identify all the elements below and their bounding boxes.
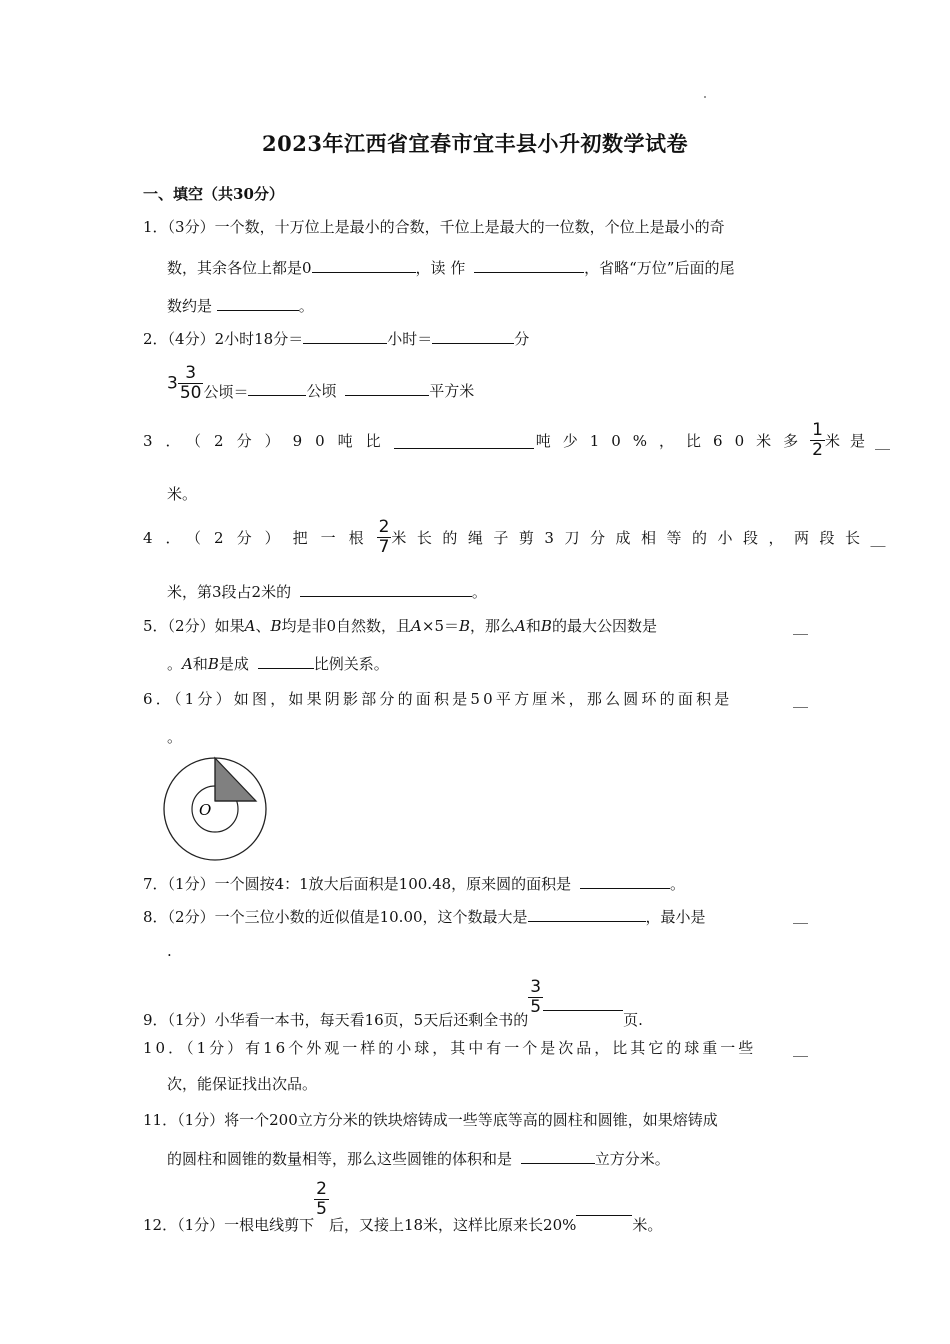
page-title: 2023年江西省宜春市宜丰县小升初数学试卷 xyxy=(262,131,688,156)
q6-line2: 。 xyxy=(167,728,183,746)
q1-line1 xyxy=(143,217,808,237)
q12-blank-length[interactable] xyxy=(576,1199,632,1216)
q7-blank-area[interactable] xyxy=(580,872,670,889)
q1-text: 1．（3分）一个数，十万位上是最小的合数，千位上是最大的一位数，个位上是最小的奇 xyxy=(143,218,725,236)
q1-blank-approx[interactable] xyxy=(217,294,299,311)
center-label-o: O xyxy=(199,801,212,819)
q9-fraction: $\frac{3}{5}$ xyxy=(530,977,542,1017)
q2-blank-hectare[interactable] xyxy=(248,379,306,396)
q2-blank-hours[interactable] xyxy=(303,327,387,344)
q12-line: 12．（1分）一根电线剪下 $\frac{2}{5}$ 后，又接上18米，这样比原来长20% 米。 xyxy=(143,1179,663,1234)
q5-blank-gcd[interactable]: __ xyxy=(793,617,808,635)
q4-blank-fraction[interactable] xyxy=(300,580,472,597)
q3-blank-tons[interactable] xyxy=(394,432,534,449)
q1-blank-number[interactable] xyxy=(312,256,416,273)
q1-line2: 数，其余各位上都是0 ，读 作 ，省略“万位”后面的尾 xyxy=(167,256,734,278)
q10-blank-times[interactable]: __ xyxy=(793,1039,808,1057)
q10-line2: 次，能保证找出次品。 xyxy=(167,1075,318,1093)
q2-line1: 2．（4分）2小时18分＝ 小时＝ 分 xyxy=(143,327,529,349)
q2-fraction: $\frac{3}{50}$ xyxy=(179,363,202,403)
q6-blank-area[interactable]: __ xyxy=(793,690,808,708)
shaded-triangle xyxy=(215,758,256,801)
ring-figure xyxy=(161,755,271,865)
section-heading: 一、填空（共30分） xyxy=(143,185,284,203)
q3-line1: 3．（2分）90吨比 吨少10%，比60米多 $\frac{1}{2}$ 米是 __ xyxy=(143,420,890,460)
q1-blank-reading[interactable] xyxy=(474,256,584,273)
q11-line1: 11．（1分）将一个200立方分米的铁块熔铸成一些等底等高的圆柱和圆锥，如果熔铸成 xyxy=(143,1111,718,1129)
q8-blank-min[interactable]: __ xyxy=(793,906,808,924)
q5-line2: 。A和B是成 比例关系。 xyxy=(167,652,389,674)
q12-fraction: $\frac{2}{5}$ xyxy=(316,1179,327,1219)
q2-line2: 3 $\frac{3}{50}$ 公顷＝ 公顷 平方米 xyxy=(167,363,475,403)
q8-line2: . xyxy=(167,942,172,960)
page-speck xyxy=(704,96,706,98)
q5-line1: 5．（2分）如果A、B均是非0自然数，且A×5＝B，那么A和B的最大公因数是 __ xyxy=(143,617,808,635)
q7-line: 7．（1分）一个圆按4：1放大后面积是100.48，原来圆的面积是 。 xyxy=(143,872,685,894)
q3-fraction: $\frac{1}{2}$ xyxy=(812,420,823,460)
q3-line2: 米。 xyxy=(167,485,198,503)
q3-blank-meters[interactable]: __ xyxy=(874,431,890,450)
q9-blank-pages[interactable] xyxy=(543,994,623,1011)
q4-fraction: $\frac{2}{7}$ xyxy=(378,517,390,557)
q8-blank-max[interactable] xyxy=(528,905,646,922)
q9-line: 9．（1分）小华看一本书，每天看16页，5天后还剩全书的 $\frac{3}{5}$ 页. xyxy=(143,977,643,1029)
q5-blank-proportion[interactable] xyxy=(258,652,314,669)
q1-line3: 数约是 。 xyxy=(167,294,314,316)
q6-line1: 6．（1分）如图，如果阴影部分的面积是50平方厘米，那么圆环的面积是 __ xyxy=(143,690,808,708)
q11-line2: 的圆柱和圆锥的数量相等，那么这些圆锥的体积和是 立方分米。 xyxy=(167,1147,670,1169)
q2-mixed-whole: 3 xyxy=(167,373,178,394)
q10-line1: 10．（1分）有16个外观一样的小球，其中有一个是次品，比其它的球重一些 __ xyxy=(143,1039,808,1057)
q8-line1: 8．（2分）一个三位小数的近似值是10.00，这个数最大是 ，最小是 __ xyxy=(143,906,808,926)
q4-blank-length[interactable]: __ xyxy=(870,528,886,547)
q11-blank-volume[interactable] xyxy=(521,1147,595,1164)
q2-blank-sqm[interactable] xyxy=(345,379,429,396)
q4-line2: 米，第3段占2米的 。 xyxy=(167,580,487,602)
q2-blank-minutes[interactable] xyxy=(432,327,514,344)
q4-line1: 4．（2分）把一根 $\frac{2}{7}$ 米长的绳子剪3刀分成相等的小段，两段长 __ xyxy=(143,517,886,557)
